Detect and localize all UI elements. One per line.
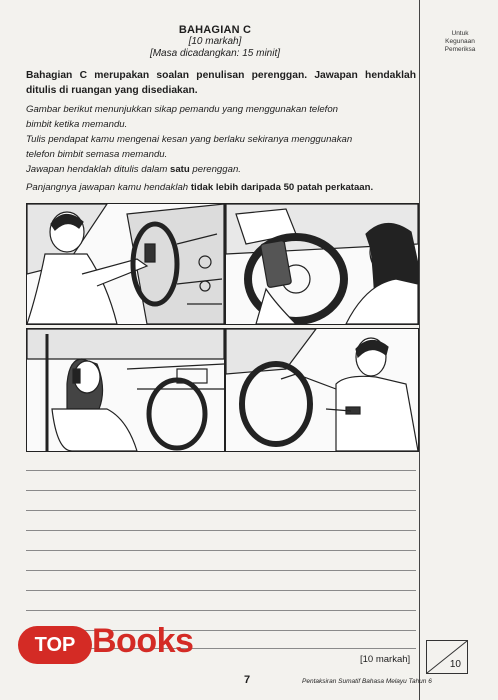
instruction-line-4: telefon bimbit semasa memandu. <box>26 149 168 160</box>
line5-pre: Jawapan hendaklah ditulis dalam <box>26 164 170 175</box>
instruction-line-2: bimbit ketika memandu. <box>26 119 128 130</box>
section-time: [Masa dicadangkan: 15 minit] <box>149 48 281 59</box>
instruction-line-5 <box>26 162 416 177</box>
examiner-margin-line <box>419 0 420 700</box>
answer-line[interactable] <box>26 590 416 591</box>
answer-line[interactable] <box>26 510 416 511</box>
logo-badge: TOP <box>18 626 92 664</box>
answer-line[interactable] <box>26 570 416 571</box>
section-title: BAHAGIAN C <box>178 24 252 36</box>
limit-pre: Panjangnya jawapan kamu hendaklah <box>26 182 191 193</box>
man-texting-while-driving-icon <box>225 328 419 452</box>
woman-texting-while-driving-icon <box>225 203 419 325</box>
word-limit <box>26 180 416 195</box>
footer-marks: [10 markah] <box>360 654 411 665</box>
instruction-body <box>26 102 416 177</box>
instruction-line-1: Gambar berikut menunjukkan sikap pemandu yang menggunakan telefon <box>26 104 338 115</box>
answer-line[interactable] <box>26 530 416 531</box>
limit-bold: tidak lebih daripada 50 patah perkataan. <box>190 182 374 193</box>
book-title: Pentaksiran Sumatif Bahasa Melayu Tahun 6 <box>302 678 432 685</box>
instruction-bold: Bahagian C merupakan soalan penulisan perenggan. Jawapan hendaklah ditulis di ruangan yang disediakan. <box>26 70 416 96</box>
answer-line[interactable] <box>26 490 416 491</box>
line5-bold: satu <box>170 164 190 175</box>
examiner-line-1: Untuk <box>451 30 469 37</box>
examiner-box-label <box>422 30 498 54</box>
line5-post: perenggan. <box>189 164 241 175</box>
section-header <box>20 24 410 60</box>
answer-line[interactable] <box>26 470 416 471</box>
answer-line[interactable] <box>26 550 416 551</box>
score-max: 10 <box>449 659 461 670</box>
page-number: 7 <box>244 674 251 686</box>
section-marks: [10 markah] <box>188 36 242 47</box>
instruction-line-3: Tulis pendapat kamu mengenai kesan yang berlaku sekiranya menggunakan <box>26 134 353 145</box>
logo-word: Books <box>92 622 194 660</box>
examiner-line-3: Pemeriksa <box>444 46 476 53</box>
topbooks-logo <box>18 606 218 676</box>
examiner-score-box <box>426 640 468 674</box>
man-driving-holding-phone-icon <box>26 203 225 325</box>
examiner-line-2: Kegunaan <box>445 38 475 45</box>
woman-calling-while-driving-icon <box>26 328 225 452</box>
